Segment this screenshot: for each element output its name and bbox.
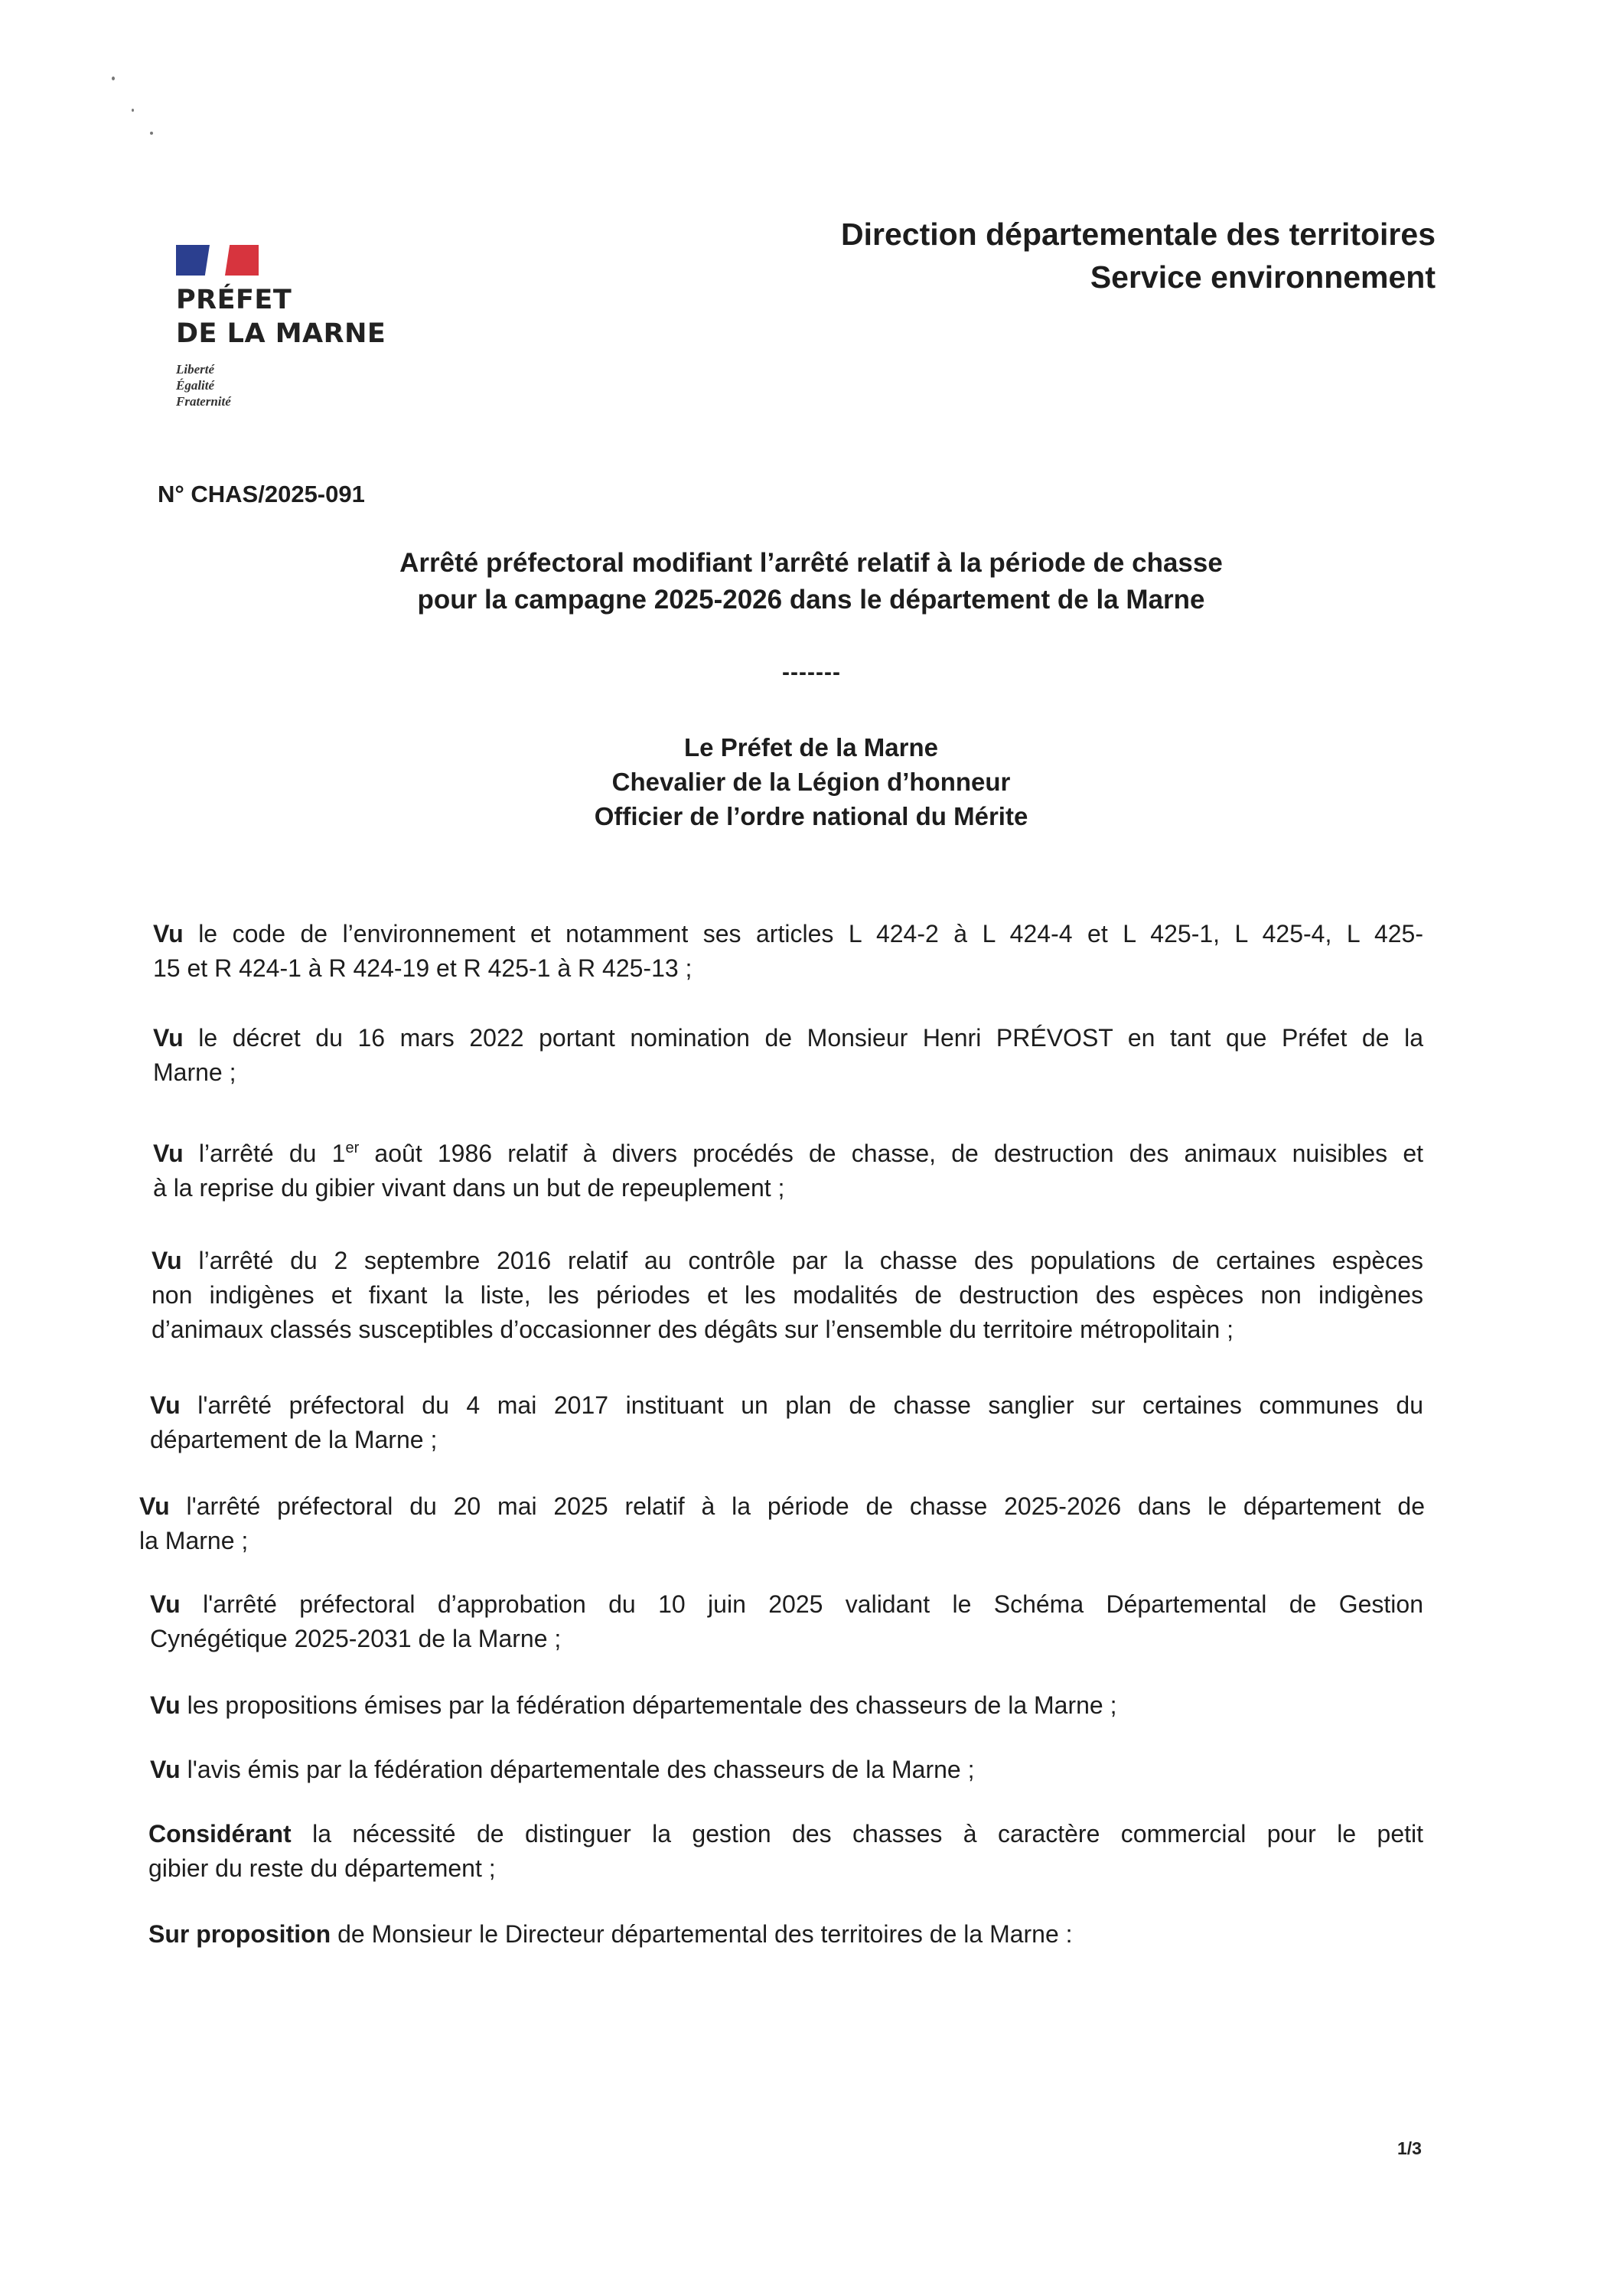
paragraph-text: l’arrêté du 2 septembre 2016 relatif au contrôle par la chasse des populations de certaines espèces bbox=[181, 1247, 1423, 1274]
logo-line-2: DE LA MARNE bbox=[176, 318, 386, 349]
motto-liberte: Liberté bbox=[176, 362, 215, 377]
paragraph-text: Marne ; bbox=[153, 1058, 236, 1086]
authority-block bbox=[153, 730, 1469, 833]
visa-paragraph-arrete-2016 bbox=[152, 1244, 1423, 1347]
visa-paragraph-decret bbox=[153, 1021, 1423, 1090]
document-title bbox=[153, 545, 1469, 618]
paragraph-lead: Vu bbox=[150, 1756, 181, 1783]
paragraph-text: gibier du reste du département ; bbox=[148, 1854, 496, 1882]
visa-paragraph-arrete-mai-2025 bbox=[139, 1489, 1425, 1558]
reference-number: N° CHAS/2025-091 bbox=[158, 481, 365, 507]
marianne-flag-icon bbox=[176, 245, 259, 276]
paragraph-text: 15 et R 424-1 à R 424-19 et R 425-1 à R 425-13 ; bbox=[153, 954, 693, 982]
scan-speck bbox=[132, 109, 134, 112]
proposal-paragraph bbox=[148, 1917, 1423, 1952]
authority-line-1: Le Préfet de la Marne bbox=[684, 733, 938, 762]
motto-fraternite: Fraternité bbox=[176, 394, 231, 409]
paragraph-lead: Vu bbox=[150, 1391, 181, 1419]
scan-speck bbox=[112, 77, 115, 80]
republic-motto bbox=[176, 361, 421, 409]
paragraph-text: de Monsieur le Directeur départemental des territoires de la Marne : bbox=[331, 1920, 1073, 1948]
paragraph-text: le code de l’environnement et notamment ses articles L 424-2 à L 424-4 et L 425-1, L 425-4, L 425- bbox=[183, 920, 1423, 947]
paragraph-lead: Sur proposition bbox=[148, 1920, 331, 1948]
authority-line-3: Officier de l’ordre national du Mérite bbox=[594, 802, 1028, 830]
paragraph-text: la nécessité de distinguer la gestion des chasses à caractère commercial pour le petit bbox=[291, 1820, 1423, 1848]
paragraph-lead: Vu bbox=[153, 1140, 184, 1167]
paragraph-text: l’arrêté du 1 bbox=[183, 1140, 346, 1167]
considering-paragraph bbox=[148, 1817, 1423, 1886]
paragraph-text: l'avis émis par la fédération départementale des chasseurs de la Marne ; bbox=[180, 1756, 975, 1783]
motto-egalite: Égalité bbox=[176, 378, 215, 393]
prefecture-logo bbox=[176, 245, 421, 409]
header-line-2: Service environnement bbox=[1090, 259, 1436, 295]
header-line-1: Direction départementale des territoires bbox=[841, 217, 1436, 252]
paragraph-text: le décret du 16 mars 2022 portant nomination de Monsieur Henri PRÉVOST en tant que Préfet de la bbox=[183, 1024, 1423, 1052]
paragraph-text: d’animaux classés susceptibles d’occasionner des dégâts sur l’ensemble du territoire métropolitain ; bbox=[152, 1316, 1234, 1343]
paragraph-lead: Vu bbox=[153, 920, 184, 947]
title-line-2: pour la campagne 2025-2026 dans le département de la Marne bbox=[417, 585, 1205, 615]
paragraph-lead: Vu bbox=[152, 1247, 182, 1274]
logo-title bbox=[176, 283, 421, 351]
paragraph-text: département de la Marne ; bbox=[150, 1426, 438, 1453]
paragraph-text: les propositions émises par la fédération départementale des chasseurs de la Marne ; bbox=[180, 1691, 1117, 1719]
paragraph-lead: Vu bbox=[153, 1024, 184, 1052]
scan-speck bbox=[150, 132, 153, 135]
ordinal-superscript: er bbox=[345, 1140, 360, 1156]
paragraph-lead: Vu bbox=[150, 1590, 181, 1618]
visa-paragraph-arrete-2017 bbox=[150, 1388, 1423, 1457]
paragraph-text: non indigènes et fixant la liste, les périodes et les modalités de destruction des espèces non indigènes bbox=[152, 1281, 1423, 1309]
paragraph-text: la Marne ; bbox=[139, 1527, 249, 1554]
paragraph-lead: Vu bbox=[150, 1691, 181, 1719]
issuing-service-header bbox=[841, 213, 1436, 298]
paragraph-text: à la reprise du gibier vivant dans un but de repeuplement ; bbox=[153, 1174, 785, 1202]
visa-paragraph-schema-cynegetique bbox=[150, 1587, 1423, 1656]
visa-paragraph-propositions bbox=[150, 1688, 1423, 1723]
paragraph-lead: Considérant bbox=[148, 1820, 292, 1848]
paragraph-text: l'arrêté préfectoral d’approbation du 10 juin 2025 validant le Schéma Départemental de Gestion bbox=[180, 1590, 1423, 1618]
separator: ------- bbox=[782, 660, 841, 685]
visa-paragraph-arrete-1986 bbox=[153, 1131, 1423, 1205]
visa-paragraph-code-environnement bbox=[153, 917, 1423, 986]
page-number: 1/3 bbox=[1397, 2138, 1422, 2158]
paragraph-text: août 1986 relatif à divers procédés de chasse, de destruction des animaux nuisibles et bbox=[359, 1140, 1424, 1167]
logo-line-1: PRÉFET bbox=[176, 285, 292, 315]
paragraph-text: l'arrêté préfectoral du 20 mai 2025 relatif à la période de chasse 2025-2026 dans le département de bbox=[169, 1492, 1425, 1520]
authority-line-2: Chevalier de la Légion d’honneur bbox=[611, 768, 1011, 796]
paragraph-lead: Vu bbox=[139, 1492, 170, 1520]
visa-paragraph-avis bbox=[150, 1753, 1423, 1787]
paragraph-text: l'arrêté préfectoral du 4 mai 2017 instituant un plan de chasse sanglier sur certaines communes du bbox=[180, 1391, 1423, 1419]
paragraph-text: Cynégétique 2025-2031 de la Marne ; bbox=[150, 1625, 562, 1652]
title-line-1: Arrêté préfectoral modifiant l’arrêté relatif à la période de chasse bbox=[399, 548, 1223, 578]
